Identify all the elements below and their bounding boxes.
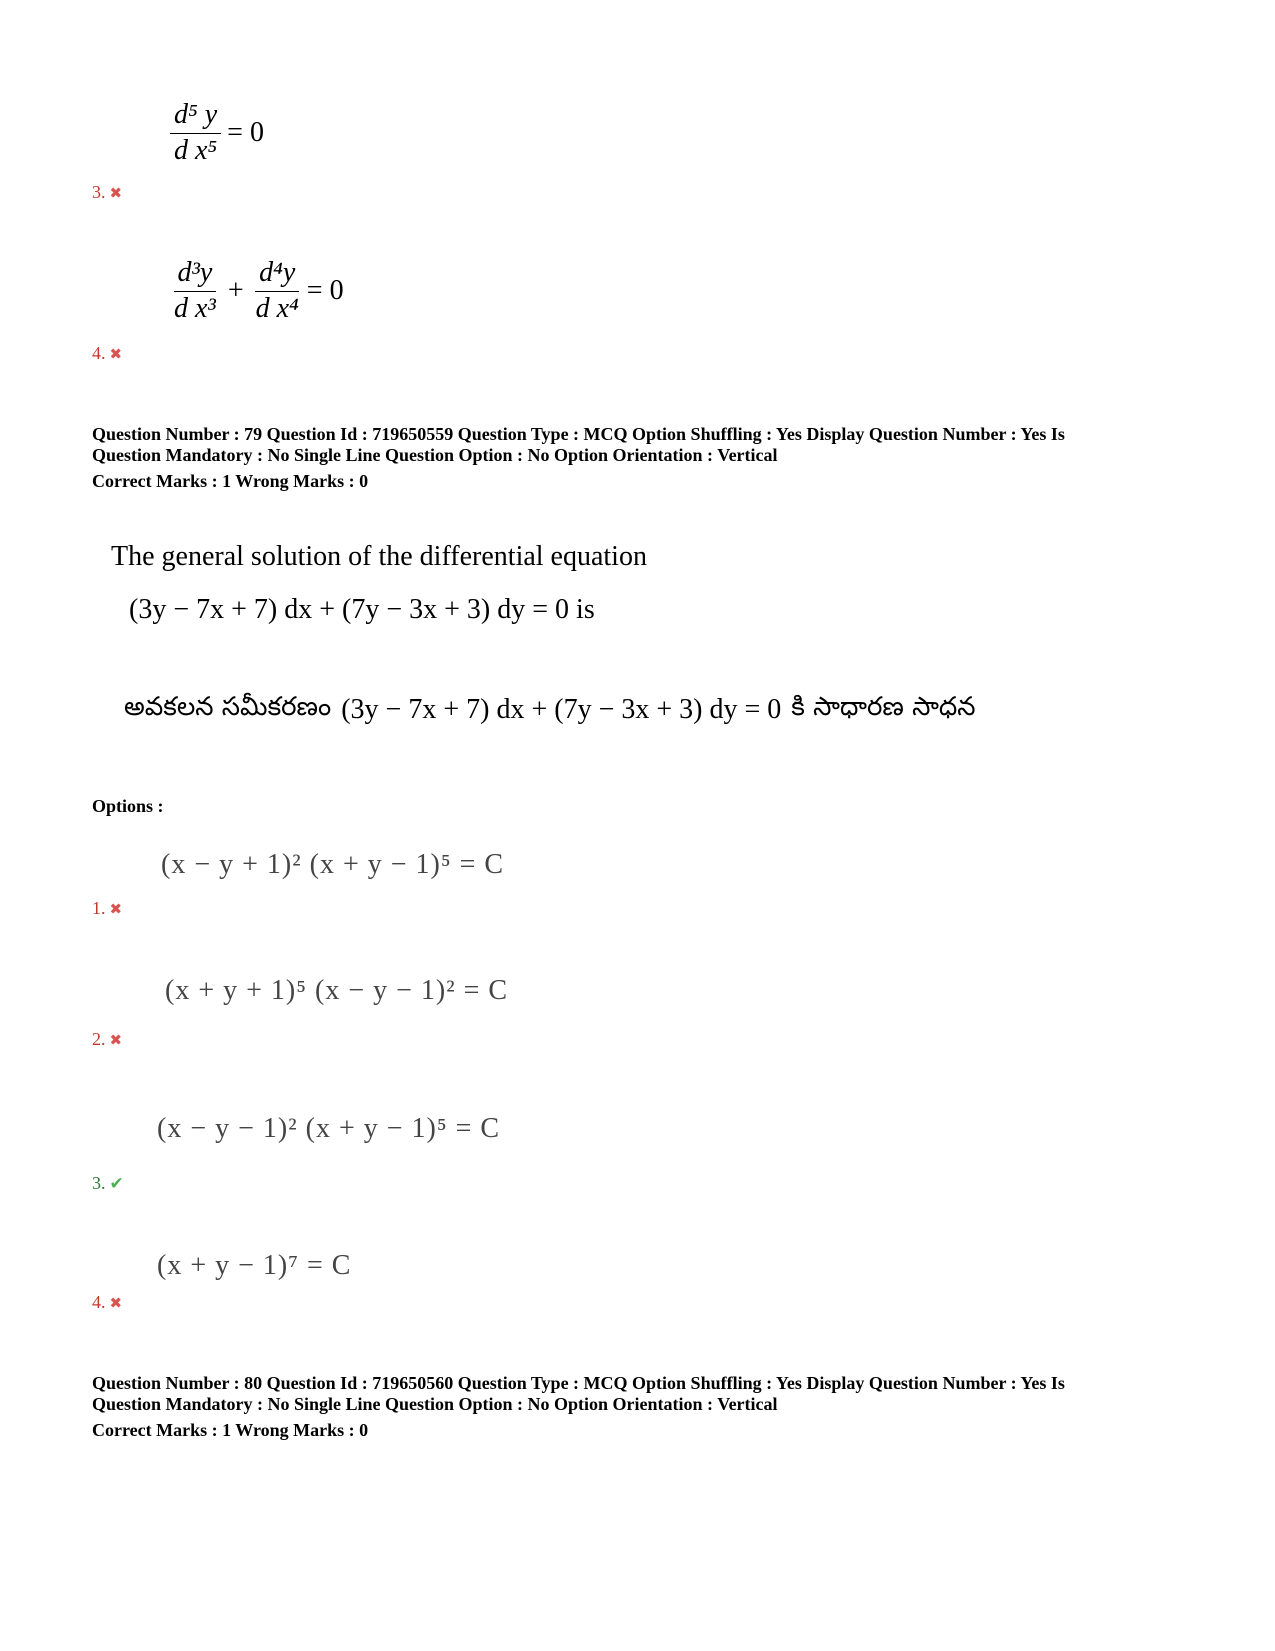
meta-line-1: Question Number : 79 Question Id : 719650559 Question Type : MCQ Option Shuffling : Yes Display Question Number : Yes Is [92,424,1065,444]
option-2[interactable]: 2. ✖ [92,1029,123,1049]
question-79-meta [92,424,1142,492]
prev-option-4-equation: $\frac{\text{d³y}}{\text{d x³}}$ + $\frac{\text{d⁴y}}{\text{d x⁴}}$ = 0 [174,257,344,324]
question-79-text-line-2: (3y − 7x + 7) dx + (7y − 3x + 3) dy = 0 is [129,594,595,625]
option-3[interactable]: 3. ✔ [92,1173,124,1193]
marks-line: Correct Marks : 1 Wrong Marks : 0 [92,1420,369,1440]
question-80-meta [92,1373,1142,1441]
telugu-prefix: అవకలన సమీకరణం [124,692,332,722]
cross-icon: ✖ [109,186,123,202]
marks-line: Correct Marks : 1 Wrong Marks : 0 [92,471,369,491]
prev-option-3-equation: $\frac{\text{d⁵ y}}{\text{d x⁵}}$ = 0 [168,100,264,167]
cross-icon: ✖ [109,347,123,363]
telugu-equation: (3y − 7x + 7) dx + (7y − 3x + 3) dy = 0 [341,694,782,725]
question-79-telugu-line [124,692,976,728]
meta-line-2: Question Mandatory : No Single Line Question Option : No Option Orientation : Vertical [92,445,778,465]
prev-option-4-label: 4. ✖ [92,343,123,363]
cross-icon: ✖ [109,1296,123,1312]
meta-line-2: Question Mandatory : No Single Line Question Option : No Option Orientation : Vertical [92,1394,778,1414]
option-4[interactable]: 4. ✖ [92,1292,123,1312]
cross-icon: ✖ [109,902,123,918]
telugu-suffix: కి సాధారణ సాధన [791,692,976,722]
option-3-equation: (x − y − 1)² (x + y − 1)⁵ = C [157,1113,501,1144]
options-label: Options : [92,796,164,816]
prev-option-3-label: 3. ✖ [92,182,123,202]
option-2-equation: (x + y + 1)⁵ (x − y − 1)² = C [165,975,509,1006]
meta-line-1: Question Number : 80 Question Id : 719650560 Question Type : MCQ Option Shuffling : Yes Display Question Number : Yes Is [92,1373,1065,1393]
question-79-text-line-1: The general solution of the differential equation [111,541,647,572]
option-1[interactable]: 1. ✖ [92,898,123,918]
option-4-equation: (x + y − 1)⁷ = C [157,1250,352,1281]
check-icon: ✔ [109,1174,124,1193]
option-1-equation: (x − y + 1)² (x + y − 1)⁵ = C [161,849,505,880]
cross-icon: ✖ [109,1033,123,1049]
